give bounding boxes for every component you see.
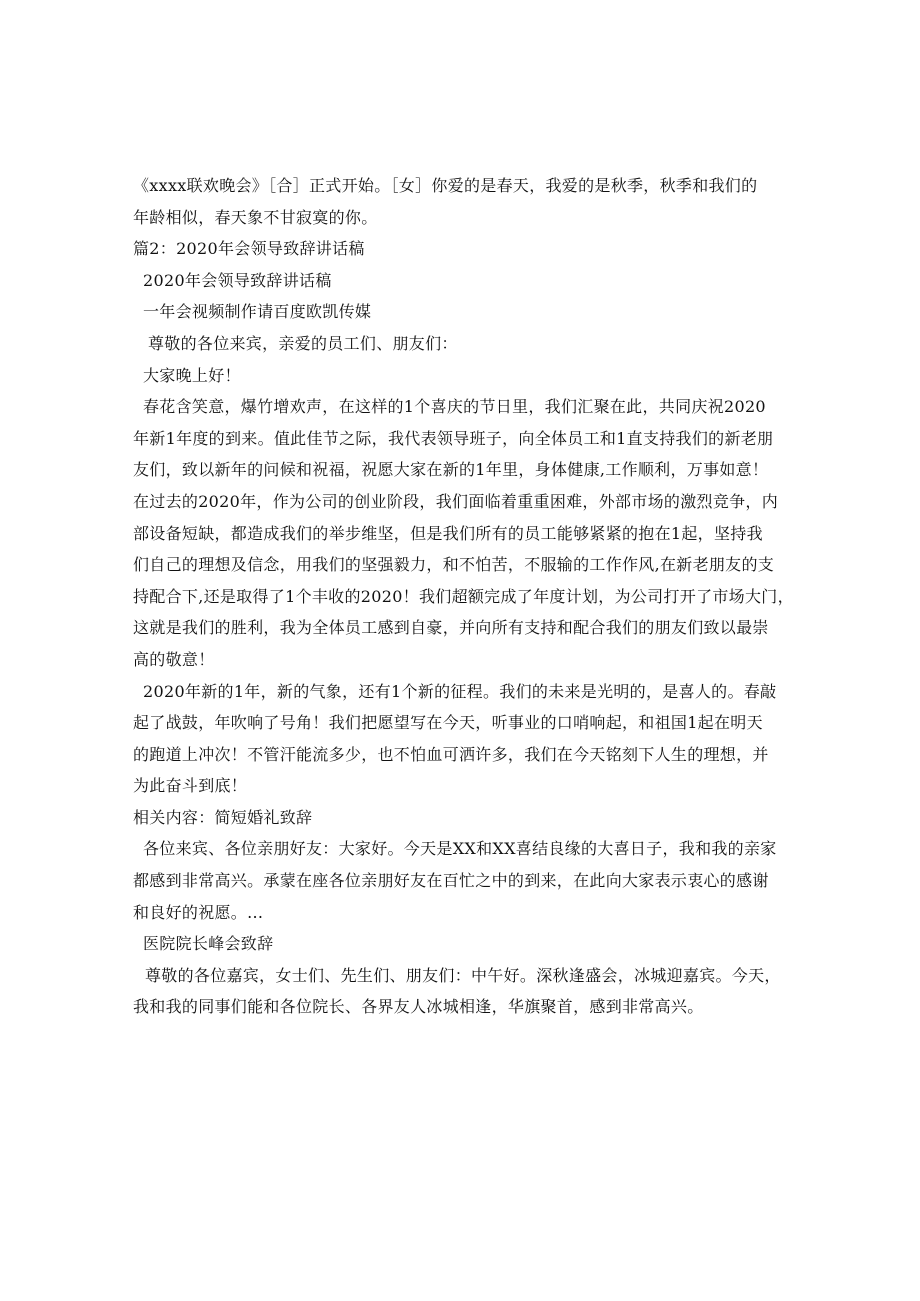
text-line: 大家晚上好！ [143,365,241,385]
text-line: 年龄相似，春天象不甘寂寞的你。 [133,207,378,227]
document-body [133,170,793,1023]
text-line: 2020年新的1年，新的气象，还有1个新的征程。我们的未来是光明的，是喜人的。春敲 [143,681,777,701]
text-line: 这就是我们的胜利，我为全体员工感到自豪，并向所有支持和配合我们的朋友们致以最崇 [133,618,769,638]
text-line: 起了战鼓，年吹响了号角！我们把愿望写在今天，听事业的口哨响起，和祖国1起在明天 [133,713,763,733]
text-line: 《xxxx联欢晚会》［合］正式开始。［女］你爱的是春天，我爱的是秋季，秋季和我们的 [133,176,758,195]
text-line: 持配合下,还是取得了1个丰收的2020！我们超额完成了年度计划，为公司打开了市场大门， [133,586,794,606]
text-line: 部设备短缺，都造成我们的举步维坚，但是我们所有的员工能够紧紧的抱在1起，坚持我 [133,523,763,543]
text-line: 尊敬的各位来宾，亲爱的员工们、朋友们： [148,333,458,353]
text-line: 一年会视频制作请百度欧凯传媒 [143,302,372,322]
text-line: 2020年会领导致辞讲话稿 [143,270,332,290]
text-line: 在过去的2020年，作为公司的创业阶段，我们面临着重重困难，外部市场的激烈竞争，内 [133,491,779,511]
text-line: 医院院长峰会致辞 [143,934,274,954]
text-line: 春花含笑意，爆竹增欢声，在这样的1个喜庆的节日里，我们汇聚在此，共同庆祝2020 [143,397,766,417]
text-line: 各位来宾、各位亲朋好友：大家好。今天是XX和XX喜结良缘的大喜日子，我和我的亲家 [143,839,777,859]
text-line: 篇2：2020年会领导致辞讲话稿 [133,239,365,259]
text-line: 高的敬意！ [133,649,215,669]
text-line: 尊敬的各位嘉宾，女士们、先生们、朋友们：中午好。深秋逢盛会，冰城迎嘉宾。今天， [145,965,781,985]
text-line: 的跑道上冲次！不管汗能流多少，也不怕血可洒许多，我们在今天铭刻下人生的理想，并 [133,744,769,764]
text-line: 们自己的理想及信念，用我们的坚强毅力，和不怕苦，不服输的工作作风,在新老朋友的支 [133,555,775,575]
text-line: 我和我的同事们能和各位院长、各界友人冰城相逢，华旗聚首，感到非常高兴。 [133,997,704,1017]
text-line: 都感到非常高兴。承蒙在座各位亲朋好友在百忙之中的到来，在此向大家表示衷心的感谢 [133,871,769,891]
text-line: 和良好的祝愿。... [133,902,264,922]
text-line: 为此奋斗到底！ [133,776,248,796]
text-line: 相关内容：简短婚礼致辞 [133,807,313,827]
text-line: 年新1年度的到来。值此佳节之际，我代表领导班子，向全体员工和1直支持我们的新老朋 [133,428,774,448]
text-line: 友们，致以新年的问候和祝福，祝愿大家在新的1年里，身体健康,工作顺利，万事如意！ [133,460,769,480]
